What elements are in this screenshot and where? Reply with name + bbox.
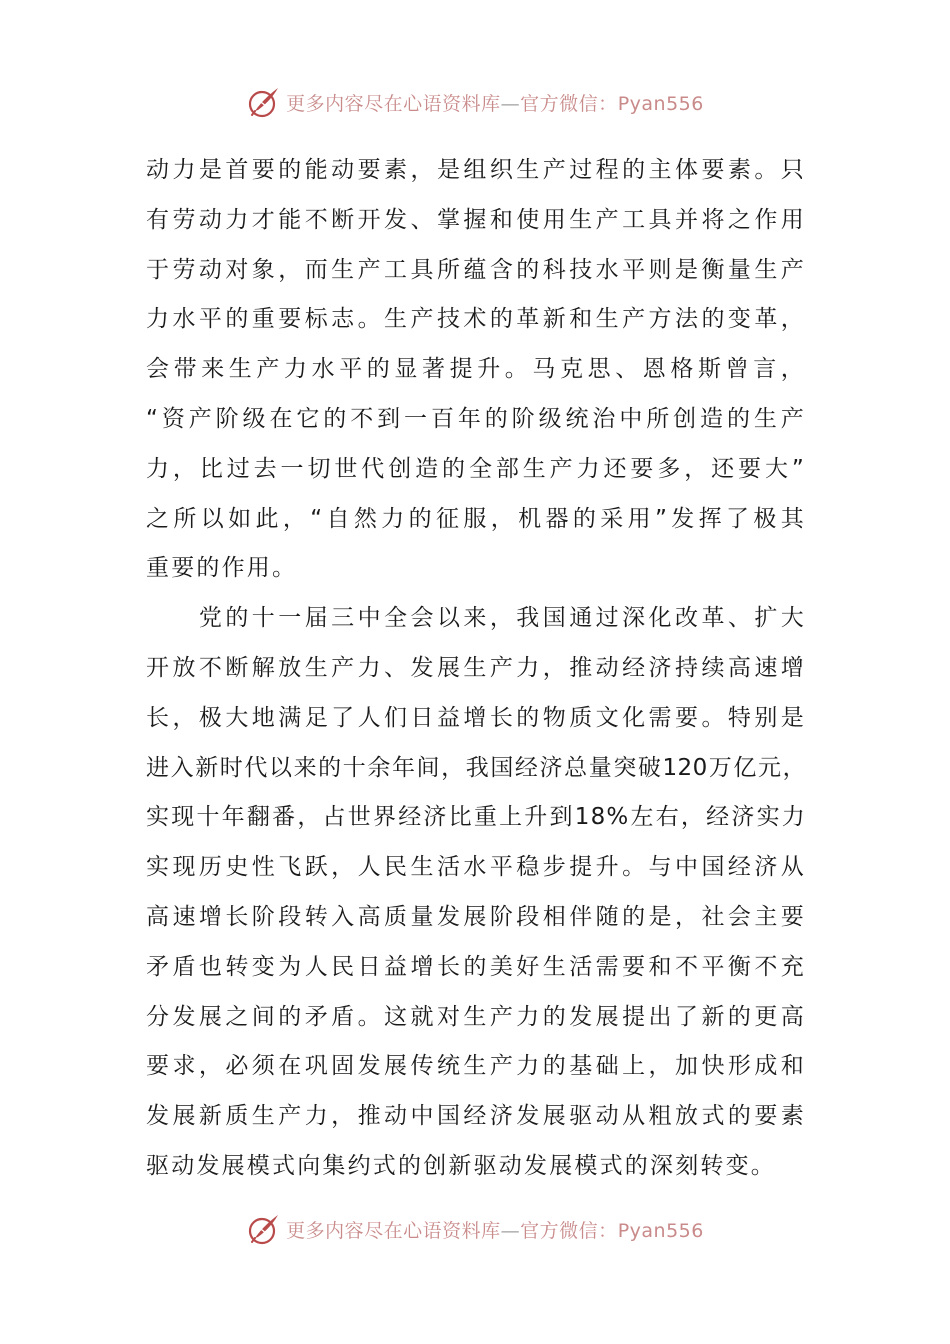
quill-logo-icon	[246, 84, 282, 120]
text-line: 力水平的重要标志。生产技术的革新和生产方法的变革，	[146, 306, 806, 333]
text-line: 开放不断解放生产力、发展生产力，推动经济持续高速增	[146, 654, 806, 681]
text-line: 发展新质生产力，推动中国经济发展驱动从粗放式的要素	[146, 1103, 806, 1130]
paragraph-2	[146, 594, 806, 1192]
banner-official-label: 官方微信：	[520, 1219, 618, 1242]
banner-text	[286, 89, 704, 116]
banner-official-label: 官方微信：	[520, 92, 618, 115]
banner-text	[286, 1216, 704, 1243]
text-line: 分发展之间的矛盾。这就对生产力的发展提出了新的更高	[146, 1003, 806, 1030]
text-line: 矛盾也转变为人民日益增长的美好生活需要和不平衡不充	[146, 953, 806, 980]
text-line: 高速增长阶段转入高质量发展阶段相伴随的是，社会主要	[146, 903, 806, 930]
paragraph-1	[146, 146, 806, 594]
banner-main-text: 更多内容尽在心语资料库	[286, 92, 501, 115]
footer-banner	[0, 1209, 950, 1249]
text-line: 有劳动力才能不断开发、掌握和使用生产工具并将之作用	[146, 206, 806, 233]
banner-dash: —	[500, 1219, 521, 1242]
text-line: 党的十一届三中全会以来，我国通过深化改革、扩大	[146, 605, 806, 632]
document-body	[146, 146, 806, 1192]
text-line: 实现十年翻番，占世界经济比重上升到18%左右，经济实力	[146, 804, 806, 831]
text-line: 要求，必须在巩固发展传统生产力的基础上，加快形成和	[146, 1053, 806, 1080]
quill-logo-icon	[246, 1211, 282, 1247]
text-line: 实现历史性飞跃，人民生活水平稳步提升。与中国经济从	[146, 854, 806, 881]
text-line: “资产阶级在它的不到一百年的阶级统治中所创造的生产	[146, 405, 806, 432]
text-line: 动力是首要的能动要素，是组织生产过程的主体要素。只	[146, 157, 806, 183]
text-line: 力，比过去一切世代创造的全部生产力还要多，还要大”	[146, 455, 806, 482]
banner-wechat-id: Pyan556	[617, 1219, 704, 1242]
text-line: 重要的作用。	[146, 555, 298, 582]
text-line: 长，极大地满足了人们日益增长的物质文化需要。特别是	[146, 704, 806, 731]
text-line: 会带来生产力水平的显著提升。马克思、恩格斯曾言，	[146, 356, 806, 383]
banner-dash: —	[500, 92, 521, 115]
header-banner	[0, 82, 950, 122]
text-line: 之所以如此，“自然力的征服，机器的采用”发挥了极其	[146, 505, 806, 532]
text-line: 进入新时代以来的十余年间，我国经济总量突破120万亿元，	[146, 754, 806, 781]
text-line: 驱动发展模式向集约式的创新驱动发展模式的深刻转变。	[146, 1152, 776, 1179]
banner-wechat-id: Pyan556	[617, 92, 704, 115]
text-line: 于劳动对象，而生产工具所蕴含的科技水平则是衡量生产	[146, 256, 806, 283]
banner-main-text: 更多内容尽在心语资料库	[286, 1219, 501, 1242]
